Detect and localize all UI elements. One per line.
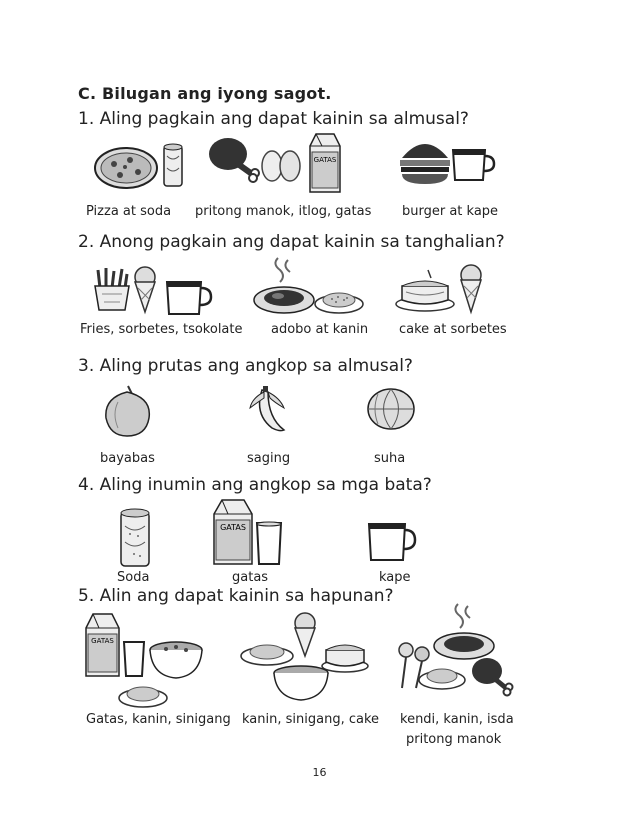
milk-glass-icon[interactable] [254, 520, 284, 566]
q5-choice-3-line2[interactable]: pritong manok [406, 732, 502, 747]
rice-plate-icon-2[interactable] [118, 682, 168, 708]
chocolate-cup-icon[interactable] [164, 278, 214, 318]
q3-choice-2[interactable]: saging [247, 451, 291, 466]
banana-icon[interactable] [244, 384, 294, 434]
milk-carton-label-3: GATAS [91, 637, 114, 645]
page-number: 16 [312, 766, 327, 779]
ice-cream-icon[interactable] [132, 266, 158, 314]
adobo-plate-icon-2[interactable] [432, 600, 496, 664]
soda-can-icon-2[interactable] [118, 506, 152, 568]
milk-carton-label: GATAS [313, 156, 337, 164]
q3-choice-1[interactable]: bayabas [100, 451, 155, 466]
cake-icon[interactable] [394, 266, 456, 312]
adobo-plate-icon[interactable] [252, 254, 316, 318]
q5-choice-2[interactable]: kanin, sinigang, cake [242, 712, 380, 727]
fried-chicken-icon-2[interactable] [470, 656, 516, 696]
q3-choice-3[interactable]: suha [374, 451, 406, 466]
sinigang-bowl-icon-2[interactable] [272, 664, 330, 704]
rice-plate-icon-3[interactable] [240, 640, 294, 666]
milk-carton-label-2: GATAS [220, 523, 246, 532]
question-1: 1. Aling pagkain ang dapat kainin sa almusal? [78, 109, 469, 129]
question-4: 4. Aling inumin ang angkop sa mga bata? [78, 475, 432, 495]
milk-carton-icon-3[interactable] [82, 612, 122, 678]
pizza-icon[interactable] [92, 142, 162, 192]
q2-choice-3[interactable]: cake at sorbetes [399, 322, 507, 337]
pomelo-icon[interactable] [366, 386, 416, 432]
section-title: C. Bilugan ang iyong sagot. [78, 84, 332, 103]
q5-choice-3[interactable]: kendi, kanin, isda [400, 712, 514, 727]
q2-choice-2[interactable]: adobo at kanin [271, 322, 369, 337]
question-5: 5. Alin ang dapat kainin sa hapunan? [78, 586, 394, 606]
fries-icon[interactable] [92, 266, 132, 312]
eggs-icon[interactable] [260, 148, 302, 184]
milk-carton-icon-2[interactable] [210, 498, 254, 566]
rice-plate-icon-4[interactable] [418, 664, 466, 690]
q4-choice-3[interactable]: kape [379, 570, 411, 585]
rice-plate-icon[interactable] [314, 288, 364, 314]
burger-icon[interactable] [398, 134, 452, 188]
q1-choice-1[interactable]: Pizza at soda [86, 204, 172, 219]
q4-choice-2[interactable]: gatas [232, 570, 269, 585]
q5-choice-1[interactable]: Gatas, kanin, sinigang [86, 712, 231, 727]
soda-can-icon[interactable] [162, 142, 184, 188]
milk-carton-icon[interactable] [306, 132, 342, 194]
fried-chicken-icon[interactable] [206, 136, 264, 184]
q1-choice-2[interactable]: pritong manok, itlog, gatas [195, 204, 372, 219]
guava-icon[interactable] [100, 384, 154, 438]
ice-cream-icon-3[interactable] [292, 612, 318, 658]
coffee-cup-icon-2[interactable] [366, 520, 418, 564]
question-3: 3. Aling prutas ang angkop sa almusal? [78, 356, 413, 376]
q1-choice-3[interactable]: burger at kape [402, 204, 499, 219]
coffee-cup-icon[interactable] [450, 146, 496, 184]
q4-choice-1[interactable]: Soda [117, 570, 150, 585]
sinigang-bowl-icon[interactable] [148, 640, 204, 682]
question-2: 2. Anong pagkain ang dapat kainin sa tanghalian? [78, 232, 505, 252]
ice-cream-icon-2[interactable] [458, 264, 484, 314]
q2-choice-1[interactable]: Fries, sorbetes, tsokolate [80, 322, 243, 337]
milk-glass-icon-2[interactable] [122, 640, 146, 678]
